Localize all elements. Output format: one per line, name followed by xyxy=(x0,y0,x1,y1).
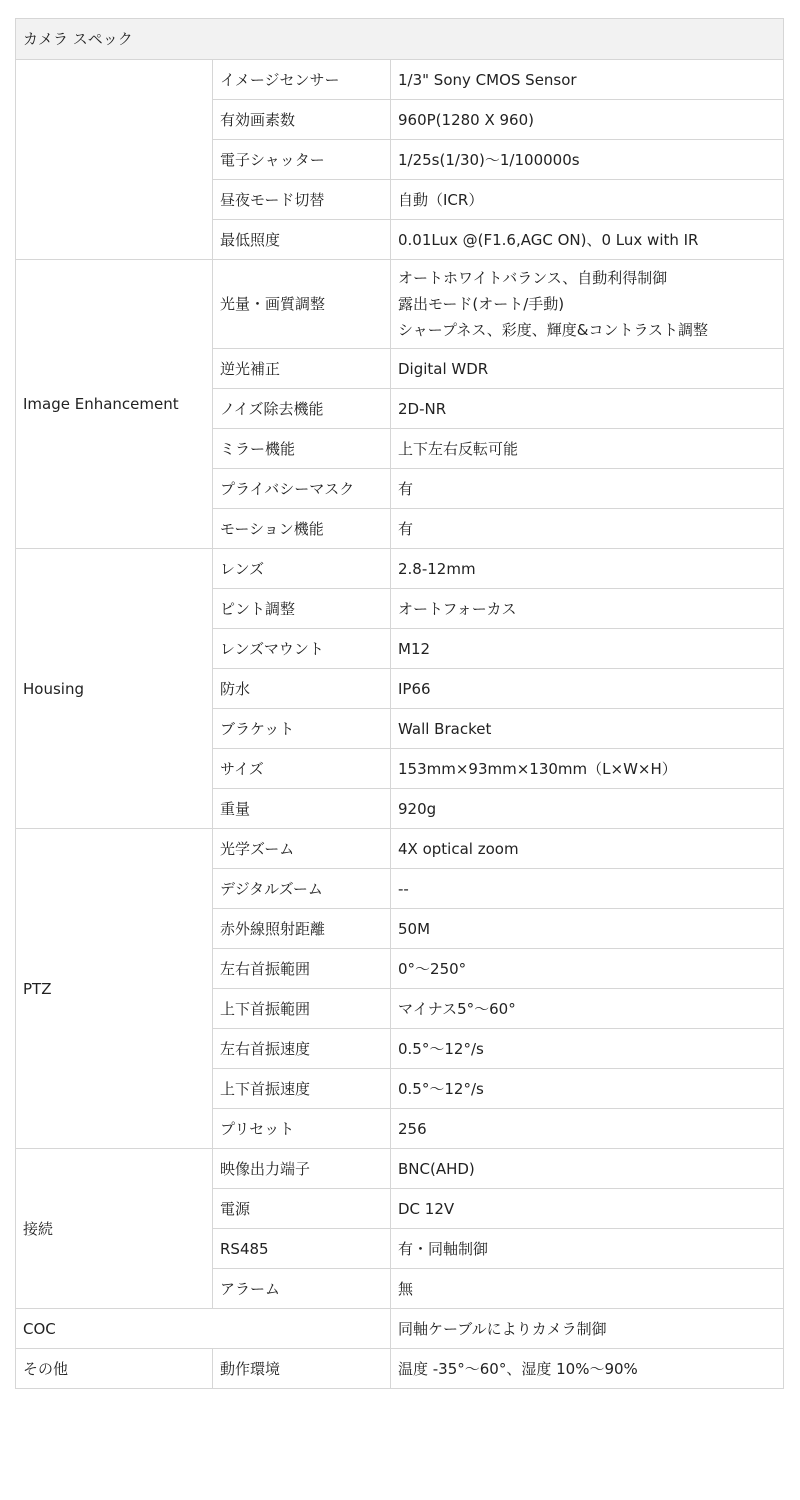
spec-value: 0.5°〜12°/s xyxy=(391,1069,784,1109)
spec-key: プライバシーマスク xyxy=(213,469,391,509)
spec-key: ミラー機能 xyxy=(213,429,391,469)
spec-key: デジタルズーム xyxy=(213,869,391,909)
table-row xyxy=(16,829,784,869)
spec-value: 1/25s(1/30)〜1/100000s xyxy=(391,140,784,180)
spec-value: 温度 -35°〜60°、湿度 10%〜90% xyxy=(391,1349,784,1389)
spec-value: 0.01Lux @(F1.6,AGC ON)、0 Lux with IR xyxy=(391,220,784,260)
spec-value: -- xyxy=(391,869,784,909)
spec-value: M12 xyxy=(391,629,784,669)
spec-key: 上下首振速度 xyxy=(213,1069,391,1109)
spec-value: Wall Bracket xyxy=(391,709,784,749)
spec-value: IP66 xyxy=(391,669,784,709)
spec-value: オートフォーカス xyxy=(391,589,784,629)
spec-key: 上下首振範囲 xyxy=(213,989,391,1029)
spec-value: DC 12V xyxy=(391,1189,784,1229)
table-header-row xyxy=(16,19,784,60)
spec-value-line: シャープネス、彩度、輝度&コントラスト調整 xyxy=(398,321,709,339)
spec-value: 0°〜250° xyxy=(391,949,784,989)
table-row xyxy=(16,1349,784,1389)
spec-key: 左右首振範囲 xyxy=(213,949,391,989)
group-label-ptz: PTZ xyxy=(16,829,213,1149)
spec-key: 昼夜モード切替 xyxy=(213,180,391,220)
spec-key: 防水 xyxy=(213,669,391,709)
spec-value: Digital WDR xyxy=(391,349,784,389)
spec-key: 映像出力端子 xyxy=(213,1149,391,1189)
spec-value: 4X optical zoom xyxy=(391,829,784,869)
spec-value: 920g xyxy=(391,789,784,829)
spec-key: イメージセンサー xyxy=(213,60,391,100)
spec-value: 同軸ケーブルによりカメラ制御 xyxy=(391,1309,784,1349)
spec-value: 無 xyxy=(391,1269,784,1309)
spec-value: マイナス5°〜60° xyxy=(391,989,784,1029)
spec-value: 0.5°〜12°/s xyxy=(391,1029,784,1069)
spec-key: 重量 xyxy=(213,789,391,829)
spec-value: 1/3" Sony CMOS Sensor xyxy=(391,60,784,100)
spec-value: BNC(AHD) xyxy=(391,1149,784,1189)
spec-key: 光量・画質調整 xyxy=(213,260,391,349)
spec-key: 逆光補正 xyxy=(213,349,391,389)
spec-key: 電子シャッター xyxy=(213,140,391,180)
group-label-sensor xyxy=(16,60,213,260)
spec-value: 有・同軸制御 xyxy=(391,1229,784,1269)
spec-value: 上下左右反転可能 xyxy=(391,429,784,469)
group-label-housing: Housing xyxy=(16,549,213,829)
spec-key: サイズ xyxy=(213,749,391,789)
group-label-connection: 接続 xyxy=(16,1149,213,1309)
spec-key: ピント調整 xyxy=(213,589,391,629)
spec-value: 2.8-12mm xyxy=(391,549,784,589)
spec-key: ブラケット xyxy=(213,709,391,749)
spec-key: レンズマウント xyxy=(213,629,391,669)
spec-value: 有 xyxy=(391,509,784,549)
table-row xyxy=(16,1309,784,1349)
group-label-image-enhancement: Image Enhancement xyxy=(16,260,213,549)
spec-key: 光学ズーム xyxy=(213,829,391,869)
spec-key: モーション機能 xyxy=(213,509,391,549)
table-row xyxy=(16,260,784,349)
spec-table-title: カメラ スペック xyxy=(16,19,784,60)
spec-value: 2D-NR xyxy=(391,389,784,429)
spec-value: 153mm×93mm×130mm（L×W×H） xyxy=(391,749,784,789)
table-row xyxy=(16,549,784,589)
spec-key: ノイズ除去機能 xyxy=(213,389,391,429)
spec-key: RS485 xyxy=(213,1229,391,1269)
spec-key: 最低照度 xyxy=(213,220,391,260)
spec-key: 有効画素数 xyxy=(213,100,391,140)
spec-value-line: オートホワイトバランス、自動利得制御 xyxy=(398,269,668,287)
spec-key: レンズ xyxy=(213,549,391,589)
spec-value: 有 xyxy=(391,469,784,509)
spec-key: 電源 xyxy=(213,1189,391,1229)
spec-value-line: 露出モード(オート/手動) xyxy=(398,295,565,313)
table-row xyxy=(16,1149,784,1189)
spec-key: 赤外線照射距離 xyxy=(213,909,391,949)
spec-key: 左右首振速度 xyxy=(213,1029,391,1069)
spec-value-multiline xyxy=(391,260,784,349)
spec-value: 960P(1280 X 960) xyxy=(391,100,784,140)
group-label-other: その他 xyxy=(16,1349,213,1389)
table-row xyxy=(16,60,784,100)
camera-spec-table xyxy=(15,18,784,1389)
spec-value: 50M xyxy=(391,909,784,949)
spec-key: アラーム xyxy=(213,1269,391,1309)
spec-key: 動作環境 xyxy=(213,1349,391,1389)
spec-value: 自動（ICR） xyxy=(391,180,784,220)
group-label-coc: COC xyxy=(16,1309,391,1349)
spec-key: プリセット xyxy=(213,1109,391,1149)
spec-value: 256 xyxy=(391,1109,784,1149)
